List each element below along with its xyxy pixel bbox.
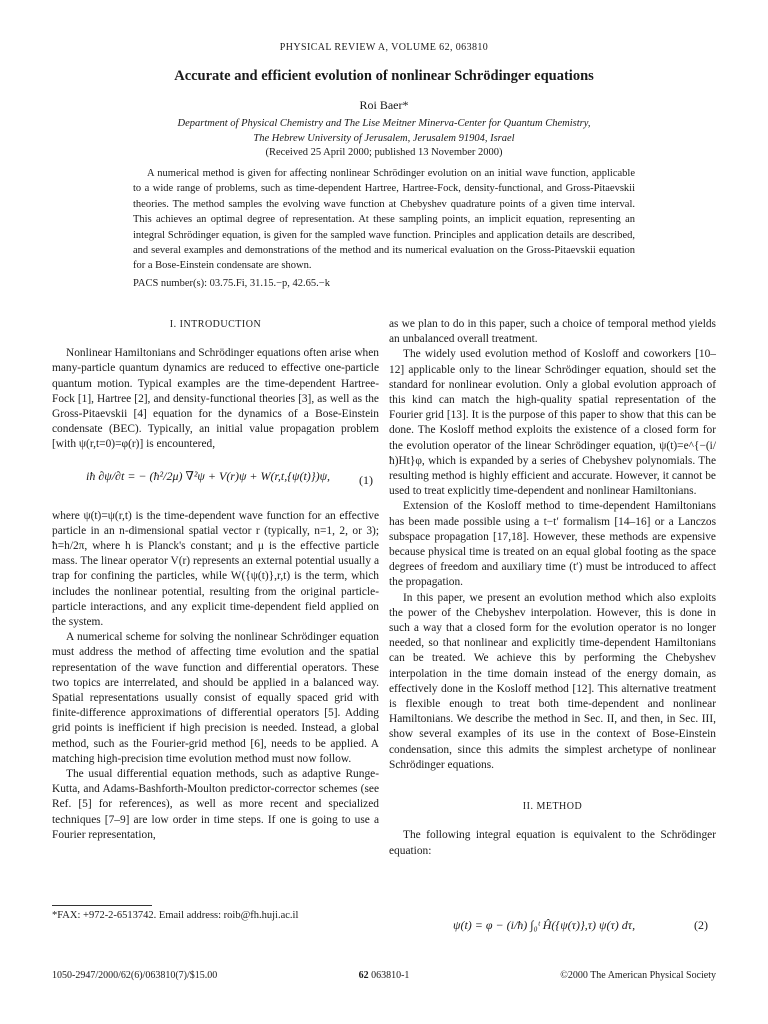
pacs-numbers: PACS number(s): 03.75.Fi, 31.15.−p, 42.65.−k [133,278,330,289]
equation-1 [52,459,379,501]
section-heading-introduction: I. INTRODUCTION [169,319,262,330]
footer-copyright: ©2000 The American Physical Society [560,970,716,981]
affiliation [100,116,668,146]
section-heading-method: II. METHOD [522,801,583,813]
intro-paragraph-1: Nonlinear Hamiltonians and Schrödinger equations often arise when many-particle quantum dynamics are reduced to effective one-particle quantum motion. Typical examples are the time-dependent Hartree-Fock [1], Hartree [2], and density-functional theories [3], as well as the Gross-Pitaevskii [4] equation for the dynamics of a Bose-Einstein condensate (BEC). Typically, an initial value propagation problem [with ψ(r,t=0)=φ(r)] is encountered, [52,347,379,451]
equation-2-expression: ψ(t) = φ − (i/ħ) ∫₀ᵗ Ĥ({ψ(τ)},τ) ψ(τ) dτ, [453,918,636,932]
equation-2 [389,918,716,948]
author: Roi Baer* [359,98,409,112]
footer-article-id: 063810-1 [368,970,410,981]
affiliation-line-1: Department of Physical Chemistry and The Lise Meitner Minerva-Center for Quantum Chemistry, [177,118,591,129]
received-date: (Received 25 April 2000; published 13 November 2000) [265,147,503,158]
intro-paragraph-4: The usual differential equation methods, such as adaptive Runge-Kutta, and Adams-Bashforth-Moulton predictor-corrector schemes (see Ref. [5] for references), as well as more recent and specialized techniques [7–9] are low order in time steps. If one is going to use a Fourier representation, [52,768,379,841]
intro-paragraph-7: Extension of the Kosloff method to time-dependent Hamiltonians has been made possible using a t−t′ formalism [14–16] or a Lanczos subspace propagation [17,18]. However, these methods are expensive because physical time is treated on an equal global footing as the space degrees of freedom and auxiliary time (t′) must be introduced to affect the propagation. [389,500,716,589]
affiliation-line-2: The Hebrew University of Jerusalem, Jerusalem 91904, Israel [253,133,515,144]
intro-paragraph-8: In this paper, we present an evolution method which also exploits the power of the Chebyshev interpolation. However, this is done in such a way that a closed form for the evolution operator is no longer needed, so that nonlinear and explicitly time-dependent Hamiltonians can be treated. We achieve this by performing the Chebyshev interpolation in the time domain instead of the energy domain, as effectively done in the Kosloff method [12]. This alternative treatment is flexible enough to treat both time-dependent and nonlinear Hamiltonians. We describe the method in Sec. II, and then, in Sec. III, show several examples of its use in the context of Bose-Einstein condensation, since this admits the simplest archetype of nonlinear Schrödinger equations. [389,591,716,771]
right-column [389,317,716,859]
intro-paragraph-5: as we plan to do in this paper, such a choice of temporal method yields an unbalanced overall treatment. [389,318,716,346]
running-head: PHYSICAL REVIEW A, VOLUME 62, 063810 [279,42,489,53]
left-column [52,317,379,843]
footer-volume: 62 [358,970,369,981]
footnote-rule [52,905,152,906]
footnote: *FAX: +972-2-6513742. Email address: roib@fh.huji.ac.il [52,910,299,921]
footer-issn: 1050-2947/2000/62(6)/063810(7)/$15.00 [52,970,218,981]
equation-1-expression: iħ ∂ψ/∂t = − (ħ²/2μ) ∇²ψ + V(r)ψ + W(r,t,{ψ(t)})ψ, [86,468,331,483]
equation-2-number: (2) [694,918,708,932]
intro-paragraph-2: where ψ(t)=ψ(r,t) is the time-dependent wave function for an effective particle in an n-dimensional spatial vector r (typically, n=1, 2, or 3); ħ=h/2π, where h is Planck's constant; and μ is the effective particle mass. The linear operator V(r) represents an external potential usually a trap for confining the particles, while W({ψ(t)},r,t) is the term, which includes the nonlinear potential, resulting from the original particle-particle interactions, and any explicit time-dependent field applied on the system. [52,509,379,629]
paper-title: Accurate and efficient evolution of nonlinear Schrödinger equations [174,68,594,84]
abstract: A numerical method is given for affecting nonlinear Schrödinger evolution on an initial wave function, applicable to a wide range of problems, such as time-dependent Hartree, Hartree-Fock, density-functional, and Gross-Pitaevskii theories. The method samples the evolving wave function at Chebyshev quadrature points of a given time interval. This achieves an optimal degree of representation. At these sampling points, an implicit equation, representing an integral Schrödinger equation, is given for the sampled wave function. Principles and application details are described, and several examples and demonstrations of the method and its numerical evaluation on the Gross-Pitaevskii equation for a Bose-Einstein condensate are shown. [133,168,635,272]
intro-paragraph-3: A numerical scheme for solving the nonlinear Schrödinger equation must address the method of affecting time evolution and the spatial representation of the wave function and differential operators. These two topics are interrelated, and should be applied in a balanced way. Spatial representations usually consist of equally spaced grid with finite-difference approximations of differential operators [5]. Adding grid points is inefficient if high precision is needed. Instead, a global method, such as the Fourier-grid method [6], needs to be applied. A matching high-precision time evolution method must now follow. [52,631,379,765]
method-paragraph-1: The following integral equation is equivalent to the Schrödinger equation: [389,829,716,857]
equation-1-number: (1) [359,472,373,487]
intro-paragraph-6: The widely used evolution method of Kosloff and coworkers [10–12] applicable only to the linear Schrödinger equation, should set the standard for nonlinear evolution. Only a global evolution approach of this kind can match the high-quality spatial representation of the Fourier grid [13]. It is the purpose of this paper to show that this can be done. The Kosloff method exploits the existence of a closed form for the evolution operator of the linear Schrödinger equation, ψ(t)=e^{−(i/ħ)Ht}φ, which is expanded by a series of Chebyshev polynomials. The resulting method is highly efficient and accurate. However, it cannot be used to treat explicitly time-dependent and nonlinear Hamiltonians. [389,348,716,498]
